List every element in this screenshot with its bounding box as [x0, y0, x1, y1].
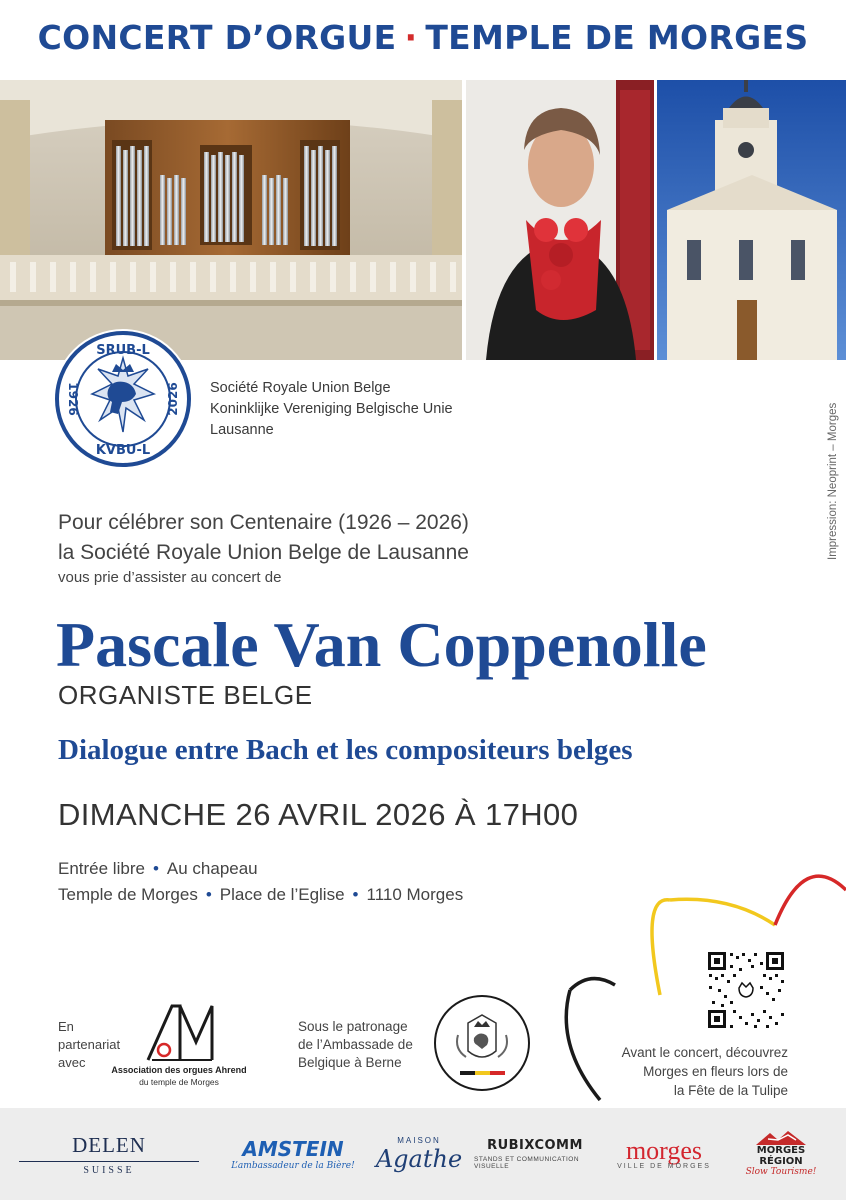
- ahrend-association-sub: du temple de Morges: [139, 1077, 219, 1087]
- sponsor-delen[interactable]: [14, 1108, 204, 1200]
- tulip-festival-text: [622, 1043, 788, 1100]
- society-city: Lausanne: [210, 422, 274, 438]
- sponsor-morges[interactable]: [610, 1108, 718, 1200]
- belgian-coat-of-arms-icon: [432, 993, 532, 1093]
- region-logo-line-1: MORGES: [756, 1145, 806, 1156]
- organist-portrait: [466, 80, 654, 360]
- info-line-2: [58, 885, 463, 905]
- logo-top-text: SRUB-L: [96, 343, 150, 358]
- discover-line-2: Morges en fleurs lors de: [643, 1064, 788, 1079]
- delen-divider: [19, 1161, 199, 1162]
- discover-line-1: Avant le concert, découvrez: [621, 1045, 788, 1060]
- artist-role: ORGANISTE BELGE: [58, 680, 313, 710]
- photo-strip: [0, 80, 846, 360]
- header-title-right: TEMPLE DE MORGES: [425, 18, 809, 57]
- sponsor-agathe[interactable]: [376, 1108, 462, 1200]
- intro-line-2: la Société Royale Union Belge de Lausanne: [58, 541, 469, 564]
- poster-header: [0, 18, 846, 57]
- amstein-logo-sub: L’ambassadeur de la Bière!: [231, 1161, 355, 1171]
- info-line-1: [58, 859, 258, 879]
- organ-photo: [0, 80, 462, 360]
- concert-date: DIMANCHE 26 AVRIL 2026 À 17H00: [58, 797, 579, 832]
- patronage-label: [298, 1018, 413, 1072]
- partner-line-3: avec: [58, 1055, 86, 1070]
- imprint-credit: Impression: Neoprint – Morges: [827, 402, 839, 560]
- amstein-logo-text: AMSTEIN: [242, 1137, 344, 1161]
- info-street: Place de l’Eglise: [219, 885, 345, 904]
- sponsor-rubixcomm[interactable]: [474, 1108, 596, 1200]
- patronage-line-1: Sous le patronage: [298, 1019, 408, 1034]
- sponsor-amstein[interactable]: [222, 1108, 364, 1200]
- header-separator: ·: [404, 18, 418, 57]
- info-postcode: 1110 Morges: [366, 885, 464, 904]
- info-separator: •: [352, 885, 359, 904]
- rubixcomm-logo-sub: STANDS ET COMMUNICATION VISUELLE: [474, 1156, 580, 1170]
- info-separator: •: [152, 859, 159, 878]
- patronage-line-3: Belgique à Berne: [298, 1055, 402, 1070]
- region-logo-sub: Slow Tourisme!: [745, 1167, 817, 1177]
- society-name-nl: Koninklijke Vereniging Belgische Unie: [210, 401, 453, 417]
- rubixcomm-logo-text: RUBIXCOMM: [487, 1138, 583, 1153]
- sponsor-morges-region[interactable]: [726, 1108, 836, 1200]
- morges-logo-text: morges: [625, 1135, 703, 1165]
- agathe-logo-top: MAISON: [397, 1135, 441, 1145]
- header-title-left: CONCERT D’ORGUE: [37, 18, 397, 57]
- intro-text: [58, 508, 469, 588]
- logo-year-left: 1926: [66, 382, 80, 416]
- partner-line-1: En: [58, 1019, 74, 1034]
- info-separator: •: [205, 885, 212, 904]
- info-entry: Entrée libre: [58, 859, 145, 878]
- ahrend-association-name: Association des orgues Ahrend: [111, 1065, 247, 1075]
- agathe-logo-text: Agathe: [375, 1144, 463, 1173]
- logo-year-right: 2026: [166, 382, 180, 416]
- region-logo-line-2: RÉGION: [759, 1156, 803, 1167]
- logo-bottom-text: KVBU-L: [95, 443, 151, 458]
- delen-logo-sub: SUISSE: [83, 1164, 135, 1176]
- partner-line-2: partenariat: [58, 1037, 121, 1052]
- society-block: [210, 378, 453, 441]
- srub-logo: [52, 328, 194, 470]
- intro-line-1: Pour célébrer son Centenaire (1926 – 2026): [58, 511, 469, 534]
- info-collection: Au chapeau: [166, 859, 258, 878]
- mountain-icon: [756, 1131, 806, 1145]
- morges-logo-sub: VILLE DE MORGES: [617, 1162, 711, 1170]
- delen-logo-text: DELEN: [72, 1132, 146, 1157]
- qr-code[interactable]: [706, 950, 786, 1030]
- society-name-fr: Société Royale Union Belge: [210, 380, 391, 396]
- artist-name: Pascale Van Coppenolle: [56, 609, 707, 680]
- sponsor-footer: [0, 1108, 846, 1200]
- intro-line-3: vous prie d’assister au concert de: [58, 569, 282, 586]
- discover-line-3: la Fête de la Tulipe: [673, 1083, 788, 1098]
- patronage-line-2: de l’Ambassade de: [298, 1037, 413, 1052]
- info-venue: Temple de Morges: [58, 885, 198, 904]
- temple-photo: [657, 80, 846, 360]
- program-title: Dialogue entre Bach et les compositeurs belges: [58, 734, 633, 766]
